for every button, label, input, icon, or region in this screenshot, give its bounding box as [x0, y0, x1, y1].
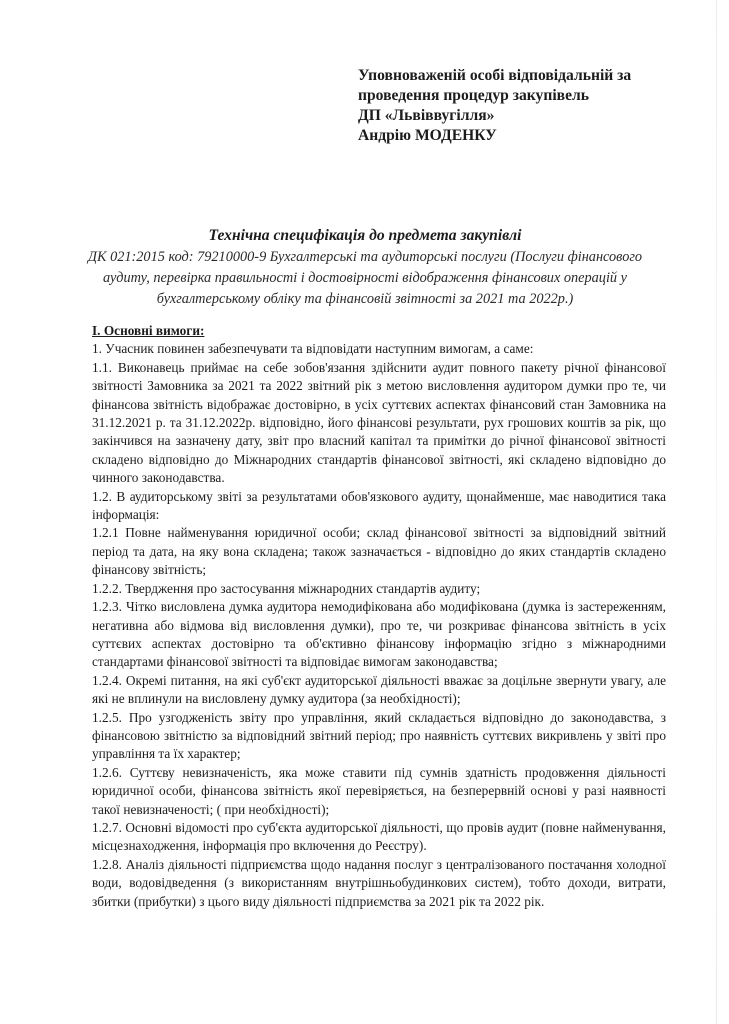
paragraph: 1.2.4. Окремі питання, на які суб'єкт аудиторської діяльності вважає за доцільне звернути увагу, але які не вплинули на висловлену думку аудитора (за необхідності); — [92, 672, 666, 707]
addressee-line: ДП «Львіввугілля» — [358, 107, 495, 124]
document-subtitle: ДК 021:2015 код: 79210000-9 Бухгалтерські та аудиторські послуги (Послуги фінансового аудиту, перевірка правильності і достовірності відображення фінансових операцій у бухгалтерському обліку та фінансовій звітності за 2021 та 2022р.) — [87, 249, 643, 307]
paragraph: 1. Учасник повинен забезпечувати та відповідати наступним вимогам, а саме: — [92, 341, 534, 357]
paragraph: 1.2.2. Твердження про застосування міжнародних стандартів аудиту; — [92, 580, 481, 596]
addressee-block — [358, 66, 698, 146]
paragraph: 1.2.6. Суттєву невизначеність, яка може ставити під сумнів здатність продовження діяльності юридичної особи, фінансова звітність якої перевіряється, на безперервній основі у разі наявності такої невизначеності; ( при необхідності); — [92, 764, 666, 817]
addressee-line: Андрію МОДЕНКУ — [358, 127, 497, 144]
addressee-line: Уповноваженій особі відповідальній за — [358, 67, 632, 84]
paragraph: 1.2.7. Основні відомості про суб'єкта аудиторської діяльності, що провів аудит (повне найменування, місцезнаходження, інформація про включення до Реєстру). — [92, 819, 666, 854]
document-title: Технічна специфікація до предмета закупівлі — [208, 227, 522, 244]
paragraph: 1.2.1 Повне найменування юридичної особи; склад фінансової звітності за відповідний звітний період та дата, на яку вона складена; також зазначається - відповідно до яких стандартів складено фінансову звітність; — [92, 525, 666, 578]
paragraph: 1.2.8. Аналіз діяльності підприємства щодо надання послуг з централізованого постачання холодної води, водовідведення (з використанням внутрішньобудинкових систем), тобто доходи, витрати, збитки (прибутки) з цього виду діяльності підприємства за 2021 рік та 2022 рік. — [92, 856, 666, 909]
paragraph: 1.2. В аудиторському звіті за результатами обов'язкового аудиту, щонайменше, має наводитися така інформація: — [92, 488, 666, 523]
section-heading: І. Основні вимоги: — [92, 323, 205, 338]
document-body — [92, 322, 666, 911]
paragraph: 1.2.5. Про узгодженість звіту про управління, який складається відповідно до законодавства, з фінансовою звітністю за відповідний звітний період; про наявність суттєвих викривлень у звіті про управління та їх характер; — [92, 709, 666, 762]
scan-edge — [716, 0, 717, 1024]
addressee-line: проведення процедур закупівель — [358, 87, 590, 104]
title-block — [60, 226, 670, 310]
paragraph: 1.2.3. Чітко висловлена думка аудитора немодифікована або модифікована (думка із застереженням, негативна або відмова від висловлення думки), про те, чи розкриває фінансова звітність в усіх суттєвих аспектах достовірно та об'єктивно фінансову інформацію згідно з міжнародними стандартами фінансової звітності та відповідає вимогам законодавства; — [92, 599, 666, 670]
paragraph: 1.1. Виконавець приймає на себе зобов'язання здійснити аудит повного пакету річної фінансової звітності Замовника за 2021 та 2022 звітний рік з метою висловлення аудитором думки про те, чи фінансова звітність відображає достовірно, в усіх суттєвих аспектах фінансовий стан Замовника на 31.12.2021 р. та 31.12.2022р. відповідно, його фінансові результати, рух грошових коштів за рік, що закінчився на зазначену дату, звіт про власний капітал та примітки до річної фінансової звітності складено відповідно до Міжнародних стандартів фінансової звітності, які складено відповідно до чинного законодавства. — [92, 359, 666, 486]
